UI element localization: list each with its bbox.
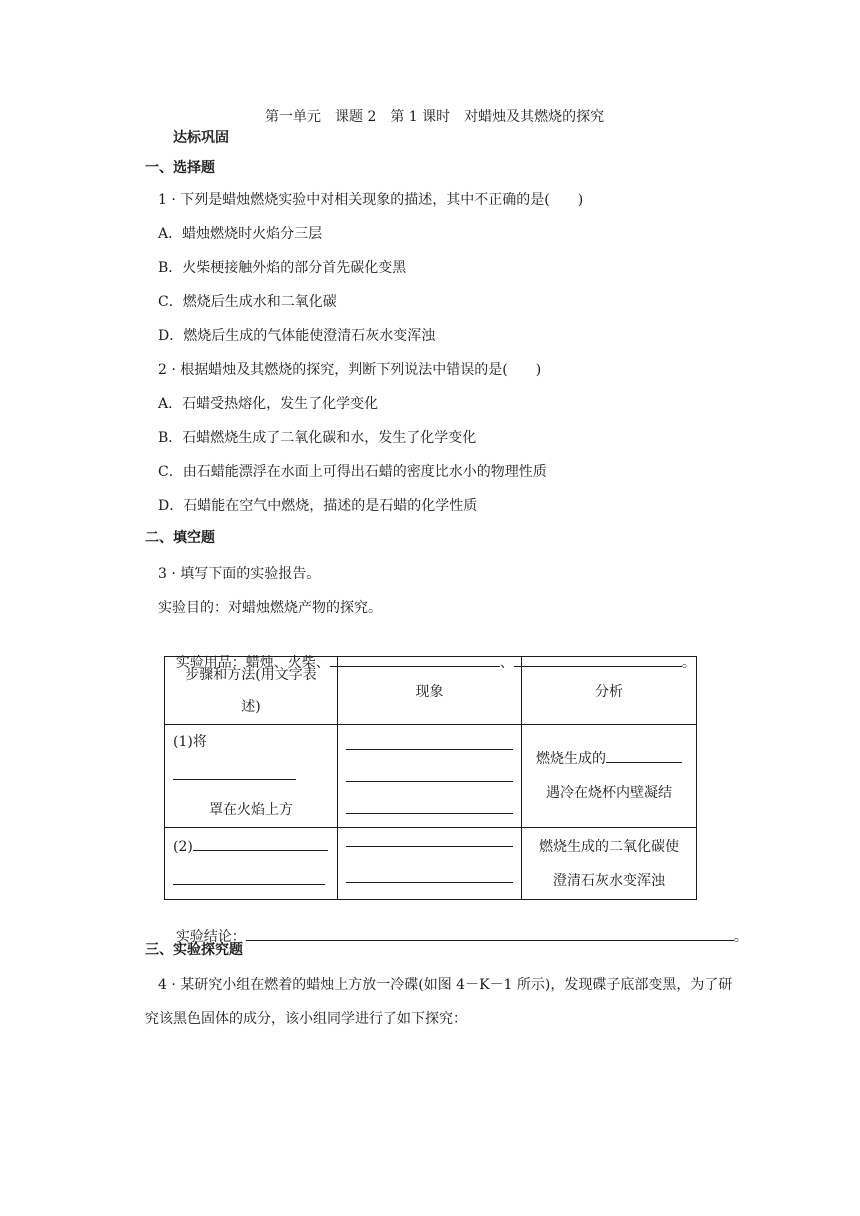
header-steps-line2: 述) — [241, 698, 261, 715]
row2-phenomenon-blank-2[interactable] — [346, 881, 513, 883]
row2-analysis-line2: 澄清石灰水变浑浊 — [553, 872, 665, 889]
question-1-option-b: B．火柴梗接触外焰的部分首先碳化变黑 — [158, 260, 407, 276]
question-2-option-d: D．石蜡能在空气中燃烧，描述的是石蜡的化学性质 — [158, 498, 478, 514]
header-phenomenon: 现象 — [338, 657, 522, 725]
row1-step-prefix: (1)将 — [173, 734, 207, 750]
row1-phenomenon-blank-2[interactable] — [346, 780, 513, 782]
subtitle: 达标巩固 — [173, 130, 229, 146]
question-2-stem: 2 · 根据蜡烛及其燃烧的探究，判断下列说法中错误的是( ) — [158, 362, 542, 378]
question-2-option-c: C．由石蜡能漂浮在水面上可得出石蜡的密度比水小的物理性质 — [158, 464, 547, 480]
header-steps-line1: 步骤和方法(用文字表 — [185, 666, 317, 683]
materials-end: 。 — [681, 655, 696, 671]
section-heading-fill: 二、填空题 — [145, 530, 215, 546]
conclusion-blank[interactable] — [246, 926, 734, 941]
row1-analysis-suffix: 遇冷在烧杯内壁凝结 — [546, 785, 672, 801]
question-4-text: 4 · 某研究小组在燃着的蜡烛上方放一冷碟(如图 4－K－1 所示)，发现碟子底部变黑，为了研究该黑色固体的成分，该小组同学进行了如下探究： — [145, 977, 733, 1027]
row2-step-blank-2[interactable] — [173, 870, 325, 885]
row1-phenomenon — [338, 725, 522, 828]
question-3-stem: 3 · 填写下面的实验报告。 — [158, 566, 321, 582]
question-1-option-c: C．燃烧后生成水和二氧化碳 — [158, 294, 337, 310]
row2-step-prefix: (2) — [173, 838, 193, 855]
header-analysis: 分析 — [522, 657, 697, 725]
question-1-stem: 1 · 下列是蜡烛燃烧实验中对相关现象的描述，其中不正确的是( ) — [158, 192, 584, 208]
section-heading-experiment: 三、实验探究题 — [145, 942, 243, 958]
question-1-option-a: A．蜡烛燃烧时火焰分三层 — [158, 226, 323, 242]
row2-step-blank-1[interactable] — [193, 836, 328, 851]
row2-step — [165, 828, 338, 900]
question-2-option-a: A．石蜡受热熔化，发生了化学变化 — [158, 396, 379, 412]
row1-phenomenon-blank-1[interactable] — [346, 748, 513, 750]
materials-separator: 、 — [499, 655, 514, 671]
row2-analysis — [522, 828, 697, 900]
header-steps — [165, 657, 338, 725]
conclusion-prefix: 实验结论： — [175, 929, 246, 945]
conclusion-end: 。 — [733, 929, 748, 945]
row1-analysis — [522, 725, 697, 828]
question-2-option-b: B．石蜡燃烧生成了二氧化碳和水，发生了化学变化 — [158, 430, 477, 446]
row1-step-suffix: 罩在火焰上方 — [209, 802, 293, 818]
row2-phenomenon-blank-1[interactable] — [346, 845, 513, 847]
row2-analysis-line1: 燃烧生成的二氧化碳使 — [539, 838, 679, 855]
row1-analysis-prefix: 燃烧生成的 — [536, 751, 606, 767]
page-title: 第一单元 课题 2 第 1 课时 对蜡烛及其燃烧的探究 — [265, 109, 605, 125]
experiment-report-table — [164, 656, 697, 900]
section-heading-choice: 一、选择题 — [145, 160, 215, 176]
materials-prefix: 实验用品：蜡烛、火柴、 — [175, 655, 330, 671]
experiment-conclusion — [158, 906, 748, 967]
experiment-purpose: 实验目的：对蜡烛燃烧产物的探究。 — [158, 600, 382, 616]
row2-phenomenon — [338, 828, 522, 900]
row1-step — [165, 725, 338, 828]
row1-step-blank[interactable] — [173, 765, 296, 780]
row1-phenomenon-blank-3[interactable] — [346, 812, 513, 814]
question-1-option-d: D．燃烧后生成的气体能使澄清石灰水变浑浊 — [158, 328, 436, 344]
row1-analysis-blank[interactable] — [606, 748, 682, 763]
